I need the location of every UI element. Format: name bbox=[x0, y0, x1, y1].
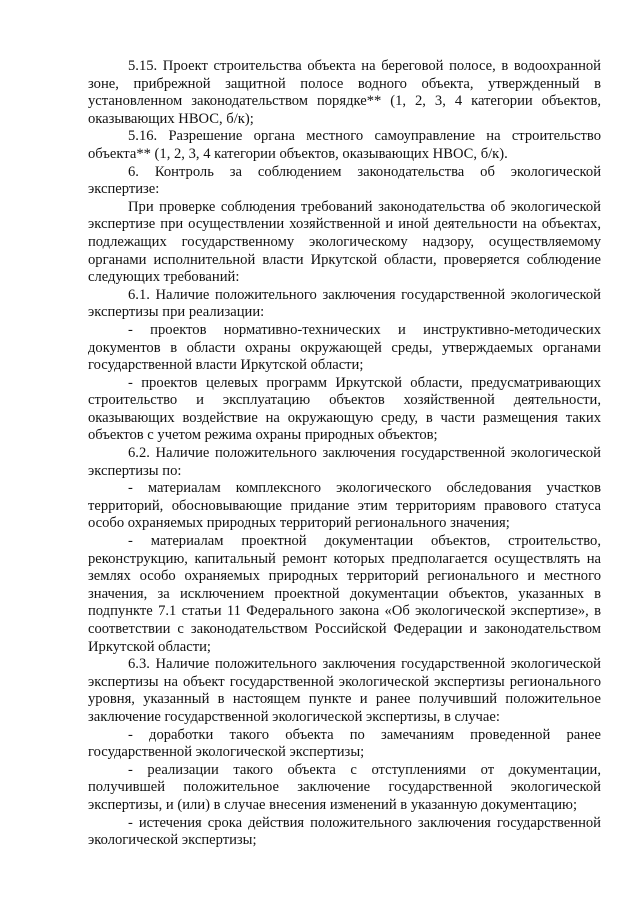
list-item-6-2-a: - материалам комплексного экологического обследования участков территорий, обосновывающие придание этим территориям правового статуса особо охраняемых природных территорий регионального значения; bbox=[88, 480, 601, 532]
list-item-6-1-a: - проектов нормативно-технических и инструктивно-методических документов в области охраны окружающей среды, утверждаемых органами государственной власти Иркутской области; bbox=[88, 321, 601, 374]
paragraph-6-heading: 6. Контроль за соблюдением законодательства об экологической экспертизе: bbox=[88, 163, 601, 198]
paragraph-5-16: 5.16. Разрешение органа местного самоуправление на строительство объекта** (1, 2, 3, 4 категории объектов, оказывающих НВОС, б/к). bbox=[88, 128, 601, 162]
list-item-6-3-a: - доработки такого объекта по замечаниям проведенной ранее государственной экологической экспертизы; bbox=[88, 726, 601, 761]
list-item-6-3-c: - истечения срока действия положительного заключения государственной экологической экспертизы; bbox=[88, 814, 601, 849]
paragraph-6-intro: При проверке соблюдения требований законодательства об экологической экспертизе при осуществлении хозяйственной и иной деятельности на объектах, подлежащих государственному экологическому надзору, осуществляемому органами исполнительной власти Иркутской области, проверяется соблюдение следующих требований: bbox=[88, 198, 601, 286]
paragraph-6-1: 6.1. Наличие положительного заключения государственной экологической экспертизы при реализации: bbox=[88, 286, 601, 321]
paragraph-5-15: 5.15. Проект строительства объекта на береговой полосе, в водоохранной зоне, прибрежной защитной полосе водного объекта, утвержденный в установленном законодательством порядке** (1, 2, 3, 4 категории объектов, оказывающих НВОС, б/к); bbox=[88, 58, 601, 127]
paragraph-6-3: 6.3. Наличие положительного заключения государственной экологической экспертизы на объект государственной экологической экспертизы регионального уровня, указанный в настоящем пункте и ранее получивший положительное заключение государственной экологической экспертизы, в случае: bbox=[88, 656, 601, 725]
list-item-6-1-b: - проектов целевых программ Иркутской области, предусматривающих строительство и эксплуатацию объектов хозяйственной деятельности, оказывающих воздействие на окружающую среду, в части размещения таких объектов с учетом режима охраны природных объектов; bbox=[88, 374, 601, 444]
paragraph-6-2: 6.2. Наличие положительного заключения государственной экологической экспертизы по: bbox=[88, 445, 601, 479]
list-item-6-2-b: - материалам проектной документации объектов, строительство, реконструкцию, капитальный ремонт которых предполагается осуществлять на землях особо охраняемых природных территорий регионального и местного значения, за исключением проектной документации объектов, указанных в подпункте 7.1 статьи 11 Федерального закона «Об экологической экспертизе», в соответствии с законодательством Российской Федерации и законодательством Иркутской области; bbox=[88, 533, 601, 655]
list-item-6-3-b: - реализации такого объекта с отступлениями от документации, получившей положительное заключение государственной экологической экспертизы, и (или) в случае внесения изменений в указанную документацию; bbox=[88, 761, 601, 813]
